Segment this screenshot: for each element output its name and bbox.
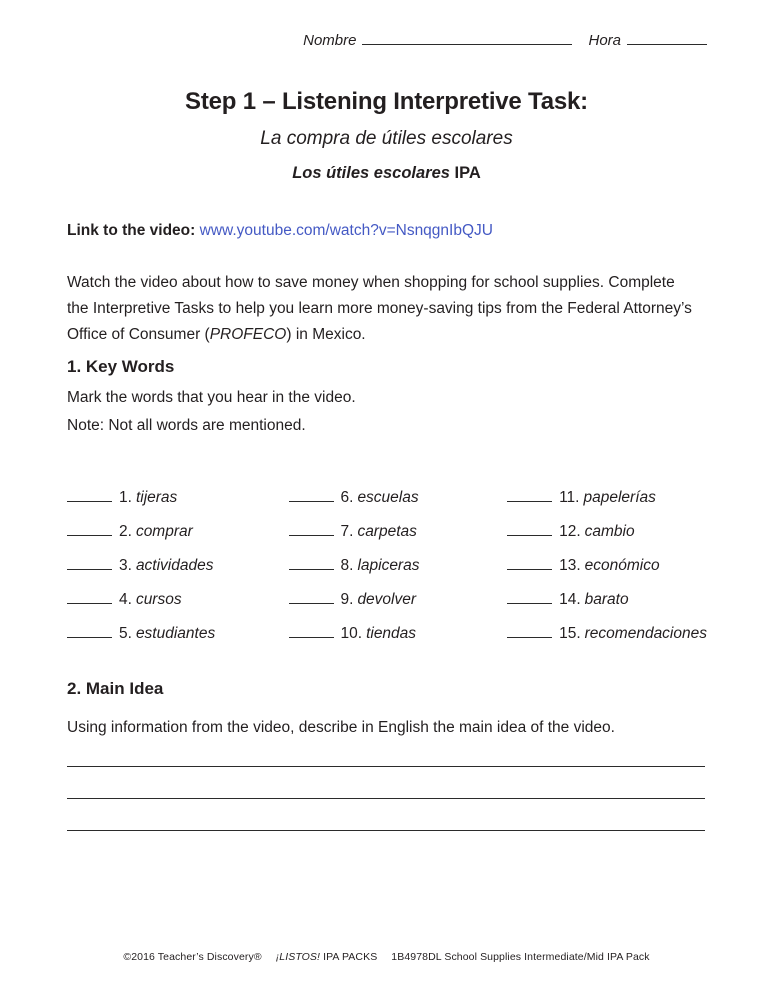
- keyword-word: tijeras: [135, 489, 178, 506]
- keyword-number: 14.: [559, 591, 581, 608]
- keyword-item: [67, 623, 289, 657]
- keyword-word: escuelas: [357, 489, 419, 506]
- keyword-item: [67, 589, 289, 623]
- writing-line[interactable]: [67, 830, 705, 831]
- keyword-word: cursos: [135, 591, 182, 608]
- keyword-number: 13.: [559, 557, 581, 574]
- keyword-item: [507, 521, 707, 555]
- keywords-grid: [67, 487, 707, 657]
- keyword-number: 12.: [559, 523, 581, 540]
- keyword-number: 1.: [119, 489, 132, 506]
- keyword-word: comprar: [135, 523, 193, 540]
- writing-line[interactable]: [67, 766, 705, 767]
- hora-label: Hora: [588, 32, 621, 49]
- keyword-item: [289, 623, 508, 657]
- footer-ipa-packs: IPA PACKS: [323, 951, 378, 963]
- answer-blank[interactable]: [507, 589, 552, 604]
- answer-blank[interactable]: [289, 487, 334, 502]
- hora-blank[interactable]: [627, 30, 707, 45]
- keywords-note: Note: Not all words are mentioned.: [67, 417, 306, 434]
- footer-listos: ¡LISTOS!: [275, 951, 321, 963]
- keyword-word: económico: [584, 557, 660, 574]
- keyword-item: [507, 623, 707, 657]
- page-title: Step 1 – Listening Interpretive Task:: [185, 88, 588, 115]
- keyword-number: 2.: [119, 523, 132, 540]
- writing-line[interactable]: [67, 798, 705, 799]
- name-hour-header: [303, 30, 707, 49]
- intro-part1: Watch the video about how to save money when shopping for school supplies. Complete the Interpretive Tasks to help you learn more money-saving tips from the Federal Attorney’s Office of Consumer (: [67, 273, 692, 343]
- main-idea-heading: 2. Main Idea: [67, 679, 164, 698]
- nombre-label: Nombre: [303, 32, 357, 49]
- keyword-number: 11.: [559, 489, 580, 506]
- keyword-item: [289, 487, 508, 521]
- keyword-word: tiendas: [366, 625, 417, 642]
- keyword-number: 15.: [559, 625, 581, 642]
- keyword-item: [507, 555, 707, 589]
- keyword-number: 8.: [340, 557, 354, 574]
- keyword-word: devolver: [357, 591, 417, 608]
- keyword-number: 9.: [340, 591, 354, 608]
- keyword-item: [67, 521, 289, 555]
- keywords-column-1: [67, 487, 289, 657]
- answer-blank[interactable]: [67, 487, 112, 502]
- title-block: [0, 88, 773, 183]
- keywords-instruction: Mark the words that you hear in the video.: [67, 389, 356, 406]
- keyword-word: papelerías: [583, 489, 656, 506]
- answer-blank[interactable]: [289, 555, 334, 570]
- keyword-word: lapiceras: [357, 557, 420, 574]
- ipa-title-italic: Los útiles escolares: [292, 164, 450, 182]
- keyword-word: cambio: [584, 523, 635, 540]
- video-link[interactable]: www.youtube.com/watch?v=NsnqgnIbQJU: [199, 222, 493, 239]
- answer-blank[interactable]: [67, 555, 112, 570]
- main-idea-instruction: Using information from the video, describe in English the main idea of the video.: [67, 719, 615, 736]
- footer-copyright: ©2016 Teacher’s Discovery®: [123, 951, 262, 963]
- keyword-number: 5.: [119, 625, 132, 642]
- answer-blank[interactable]: [67, 521, 112, 536]
- keyword-number: 7.: [340, 523, 354, 540]
- intro-profeco: PROFECO: [209, 325, 287, 343]
- video-link-row: [67, 222, 493, 240]
- keyword-number: 4.: [119, 591, 132, 608]
- keywords-column-2: [289, 487, 508, 657]
- ipa-title: [0, 164, 773, 183]
- intro-paragraph: [67, 270, 699, 348]
- intro-part2: ) in Mexico.: [286, 325, 366, 343]
- footer-series: [276, 951, 378, 963]
- answer-blank[interactable]: [289, 521, 334, 536]
- answer-blank[interactable]: [507, 623, 552, 638]
- keyword-item: [507, 589, 707, 623]
- video-link-label: Link to the video:: [67, 222, 196, 239]
- keyword-number: 3.: [119, 557, 132, 574]
- keyword-item: [289, 555, 508, 589]
- keyword-item: [67, 487, 289, 521]
- keyword-word: actividades: [135, 557, 214, 574]
- keyword-word: estudiantes: [135, 625, 216, 642]
- answer-blank[interactable]: [507, 521, 552, 536]
- keywords-heading: 1. Key Words: [67, 357, 175, 376]
- footer-product-code: 1B4978DL School Supplies Intermediate/Mid IPA Pack: [391, 951, 650, 963]
- answer-blank[interactable]: [507, 487, 552, 502]
- keyword-word: recomendaciones: [584, 625, 707, 642]
- keyword-word: carpetas: [357, 523, 417, 540]
- keyword-word: barato: [584, 591, 629, 608]
- ipa-title-suffix: IPA: [449, 164, 481, 182]
- keyword-item: [289, 521, 508, 555]
- keywords-column-3: [507, 487, 707, 657]
- answer-blank[interactable]: [67, 589, 112, 604]
- answer-blank[interactable]: [67, 623, 112, 638]
- answer-blank[interactable]: [289, 623, 334, 638]
- keyword-item: [289, 589, 508, 623]
- nombre-blank[interactable]: [362, 30, 572, 45]
- page-footer: [0, 951, 773, 963]
- keyword-number: 6.: [340, 489, 354, 506]
- keyword-number: 10.: [340, 625, 363, 642]
- keyword-item: [507, 487, 707, 521]
- answer-blank[interactable]: [507, 555, 552, 570]
- page-subtitle: La compra de útiles escolares: [260, 128, 513, 149]
- keyword-item: [67, 555, 289, 589]
- answer-blank[interactable]: [289, 589, 334, 604]
